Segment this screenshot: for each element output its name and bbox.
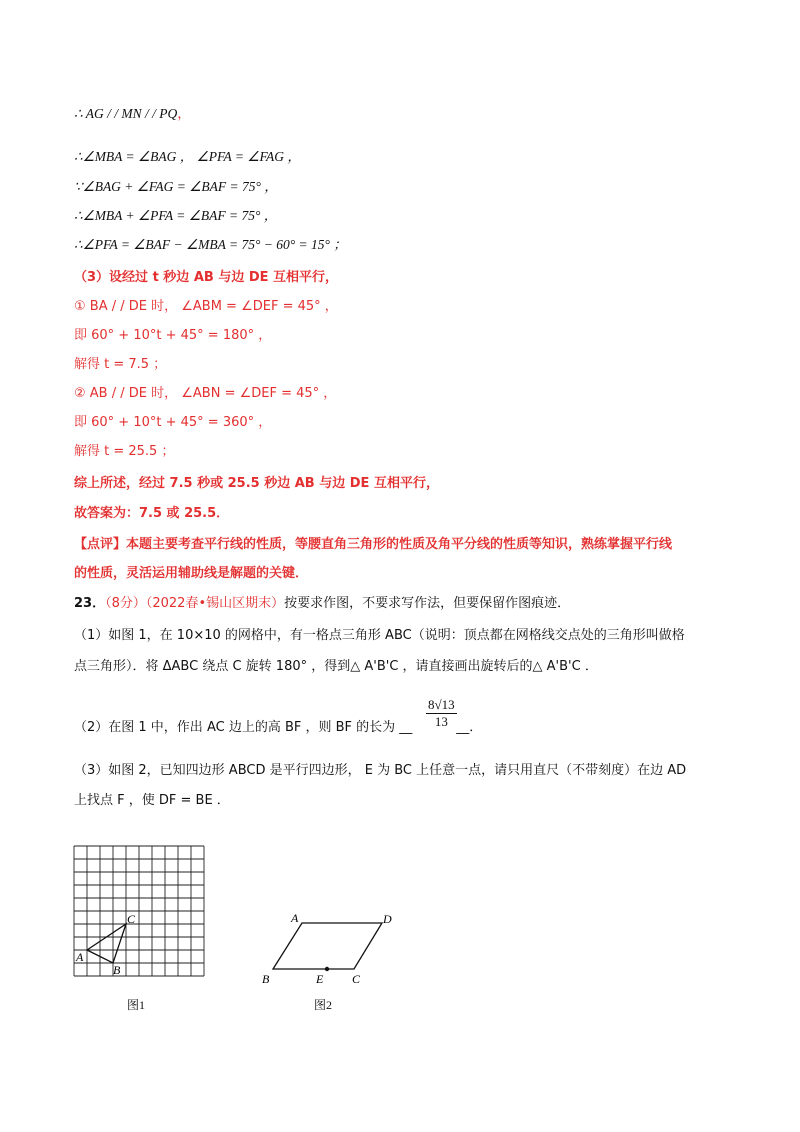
figure-1: [66, 840, 216, 980]
line-5: ∴∠PFA = ∠BAF − ∠MBA = 75° − 60° = 15° ；: [74, 237, 347, 252]
fraction-denominator: 13: [434, 714, 448, 729]
part-3-line-1: （3）如图 2，已知四边形 ABCD 是平行四边形， E 为 BC 上任意一点，请只用直尺（不带刻度）在边 AD: [74, 763, 687, 778]
label-c: C: [352, 972, 361, 986]
figure-2: [256, 905, 416, 990]
figure-1-caption: 图1: [127, 998, 146, 1012]
line-3: ∵∠BAG + ∠FAG = ∠BAF = 75° ，: [74, 179, 278, 194]
label-e: E: [316, 972, 324, 986]
label-d: D: [383, 912, 392, 926]
grid: [74, 846, 204, 976]
answer-fraction: [426, 697, 457, 730]
line-6: （3）设经过 t 秒边 AB 与边 DE 互相平行，: [74, 270, 339, 285]
label-a: A: [76, 950, 84, 964]
line-2: ∴∠MBA = ∠BAG ， ∠PFA = ∠FAG ，: [74, 149, 301, 164]
line-1-text: ∴ AG / / MN / / PQ: [74, 106, 178, 121]
part-2-text: （2）在图 1 中，作出 AC 边上的高 BF ，则 BF 的长为 __: [74, 720, 413, 735]
triangle-abc: [87, 924, 126, 963]
label-a: A: [291, 911, 299, 925]
label-b: B: [113, 963, 121, 977]
point-e: [325, 967, 329, 971]
parallelogram-abcd: [273, 923, 382, 969]
line-1: [74, 104, 191, 124]
question-number: 23．: [74, 596, 106, 611]
part-1-line-2: 点三角形）．将 ΔABC 绕点 C 旋转 180° ，得到△ A'B'C ，请直接画出旋转后的△ A'B'C ．: [74, 659, 598, 674]
line-13: 综上所述，经过 7.5 秒或 25.5 秒边 AB 与边 DE 互相平行，: [74, 476, 439, 491]
line-12: 解得 t = 25.5 ；: [74, 444, 175, 459]
comment-line-2: 的性质，灵活运用辅助线是解题的关键．: [74, 566, 309, 581]
comment-line-1: 【点评】本题主要考查平行线的性质，等腰直角三角形的性质及角平分线的性质等知识，熟练掌握平行线: [74, 537, 673, 552]
line-4: ∴∠MBA + ∠PFA = ∠BAF = 75° ，: [74, 208, 278, 223]
part-1-line-1: （1）如图 1，在 10×10 的网格中，有一格点三角形 ABC（说明：顶点都在网格线交点处的三角形叫做格: [74, 628, 685, 643]
line-11: 即 60° + 10°t + 45° = 360° ，: [74, 415, 272, 430]
part-2-tail: __．: [456, 720, 483, 735]
line-7: ① BA / / DE 时， ∠ABM = ∠DEF = 45° ，: [74, 299, 338, 314]
question-header: [74, 594, 570, 614]
part-2-line: [74, 718, 482, 738]
fraction-numerator: 8√13: [428, 697, 455, 712]
line-8: 即 60° + 10°t + 45° = 180° ，: [74, 328, 272, 343]
line-1-tail: ，: [177, 106, 191, 122]
part-3-line-2: 上找点 F ，使 DF = BE ．: [74, 793, 230, 808]
line-10: ② AB / / DE 时， ∠ABN = ∠DEF = 45° ，: [74, 386, 337, 401]
label-c: C: [127, 912, 136, 926]
question-stem: 按要求作图，不要求写作法，但要保留作图痕迹．: [284, 596, 571, 611]
line-14: 故答案为：7.5 或 25.5．: [74, 506, 230, 521]
label-b: B: [262, 972, 270, 986]
figure-2-caption: 图2: [314, 998, 333, 1012]
line-9: 解得 t = 7.5 ；: [74, 357, 167, 372]
question-meta: （8分）（2022春•锡山区期末）: [105, 596, 285, 611]
